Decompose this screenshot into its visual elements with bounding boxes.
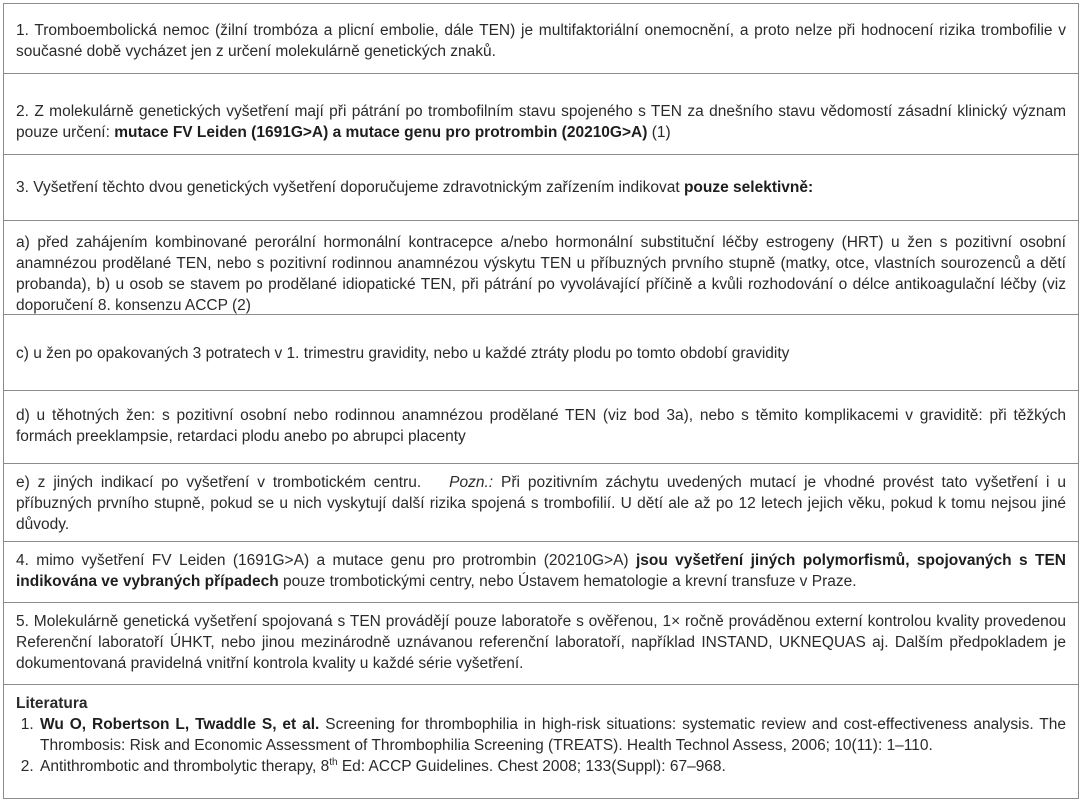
literature-title: Literatura <box>16 695 88 712</box>
row-text: 1. Tromboembolická nemoc (žilní trombóza a plicní embolie, dále TEN) je multifaktoriální onemocnění, a proto nelze při hodnocení rizika trombofilie v současné době vycházet jen z určení molekulárně genetických znaků. <box>16 22 1066 60</box>
table-row <box>3 154 1079 221</box>
table-row <box>3 3 1079 74</box>
reference-item <box>38 714 1066 756</box>
row-text <box>16 472 1066 535</box>
row-text: a) před zahájením kombinované perorální hormonální kontracepce a/nebo hormonální substituční léčby estrogeny (HRT) u žen s pozitivní osobní anamnézou prodělané TEN, nebo s pozitivní rodinnou anamnézou výskytu TEN u příbuzných prvního stupně (matky, otce, vlastních sourozenců a dětí probanda), b) u osob se stavem po prodělané idiopatické TEN, při pátrání po vyvolávající příčině a kvůli rozhodování o délce antikoagulační léčby (viz doporučení 8. konsenzu ACCP (2) <box>16 234 1066 314</box>
table-row <box>3 602 1079 685</box>
row-text-part: Při pozitivním záchytu uvedených mutací je vhodné provést tato vyšetření i u příbuzných prvního stupně, pokud se u nich vyskytují další rizika spojená s trombofilií. U dětí ale až po 12 letech jejich věku, pokud k tomu nejsou jiné důvody. <box>16 474 1066 533</box>
table-row <box>3 73 1079 155</box>
reference-superscript: th <box>329 756 338 768</box>
table-row <box>3 220 1079 315</box>
row-text-part: 2. Z molekulárně genetických vyšetření mají při pátrání po trombofilním stavu spojeného s TEN za dnešního stavu vědomostí zásadní klinický význam pouze určení: <box>16 103 1066 141</box>
reference-text: Antithrombotic and thrombolytic therapy, 8 <box>40 758 330 775</box>
row-text: 5. Molekulárně genetická vyšetření spojovaná s TEN provádějí pouze laboratoře s ověřenou, 1× ročně prováděnou externí kontrolou kvality provedenou Referenční laboratoří ÚHKT, nebo jinou mezinárodně uznávanou referenční laboratoří, například INSTAND, UKNEQUAS aj. Dalším předpokladem je dokumentovaná pravidelná vnitřní kontrola kvality u každé série vyšetření. <box>16 613 1066 672</box>
row-text-part: e) z jiných indikací po vyšetření v trombotickém centru. <box>16 474 422 491</box>
reference-item <box>38 756 1066 777</box>
literature-section <box>3 684 1079 799</box>
reference-text: Screening for thrombophilia in high-risk situations: systematic review and cost-effectiveness analysis. The Thrombosis: Risk and Economic Assessment of Thrombophilia Screening (TREATS). Health Technol Assess, 2006; 10(11): 1–110. <box>40 716 1066 754</box>
row-text: c) u žen po opakovaných 3 potratech v 1. trimestru gravidity, nebo u každé ztráty plodu po tomto období gravidity <box>16 345 790 362</box>
row-text: d) u těhotných žen: s pozitivní osobní nebo rodinnou anamnézou prodělané TEN (viz bod 3a), nebo s těmito komplikacemi v graviditě: při těžkých formách preeklampsie, retardaci plodu anebo po abrupci placenty <box>16 407 1066 445</box>
row-text-part: 4. mimo vyšetření FV Leiden (1691G>A) a mutace genu pro protrombin (20210G>A) <box>16 552 636 569</box>
row-text-part: pouze trombotickými centry, nebo Ústavem hematologie a krevní transfuze v Praze. <box>278 573 857 590</box>
table-row <box>3 390 1079 464</box>
row-italic-text: Pozn.: <box>449 474 494 491</box>
reference-text: Ed: ACCP Guidelines. Chest 2008; 133(Suppl): 67–968. <box>337 758 726 775</box>
row-text <box>16 177 1066 198</box>
row-bold-text: pouze selektivně: <box>683 179 814 196</box>
table-row <box>3 314 1079 391</box>
reference-list <box>16 714 1066 777</box>
row-text <box>16 550 1066 592</box>
table-row <box>3 463 1079 542</box>
reference-authors: Wu O, Robertson L, Twaddle S, et al. <box>40 716 320 733</box>
row-bold-text: jsou vyšetření jiných polymorfismů, spojovaných s TEN indikována ve vybraných případech <box>16 552 1066 590</box>
row-text-part: (1) <box>647 124 671 141</box>
table-row <box>3 541 1079 603</box>
row-text-part: 3. Vyšetření těchto dvou genetických vyšetření doporučujeme zdravotnickým zařízením indikovat <box>16 179 684 196</box>
row-text <box>16 101 1066 143</box>
row-bold-text: mutace FV Leiden (1691G>A) a mutace genu pro protrombin (20210G>A) <box>114 124 648 141</box>
